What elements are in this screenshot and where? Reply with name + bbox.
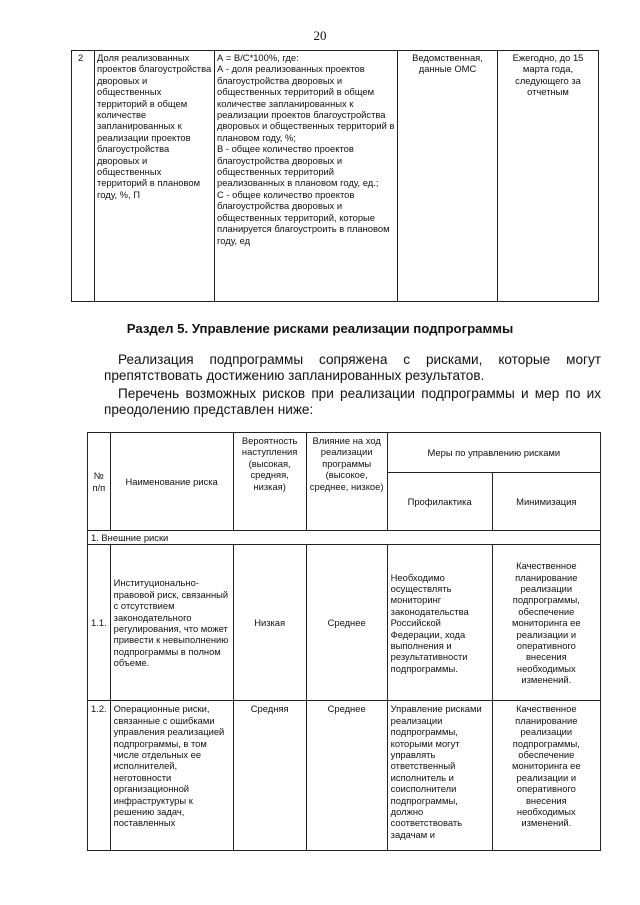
formula-a: А - доля реализованных проектов благоустройства дворовых и общественных территорий в общем количестве запланированных к реализации проектов благоустройства дворовых и общественных территорий в плановом году, %;: [217, 63, 395, 143]
group-row: [88, 531, 601, 545]
indicator-name: Доля реализованных проектов благоустройства дворовых и общественных территорий в общем количестве запланированных к реализации проектов благоустройства дворовых и общественных территорий в плановом году, %, П: [95, 51, 215, 302]
section-heading: Раздел 5. Управление рисками реализации подпрограммы: [126, 321, 514, 336]
risk-num: 1.2.: [88, 701, 111, 851]
page-number: 20: [313, 28, 327, 43]
risk-minimization: Качественное планирование реализации подпрограммы, обеспечение мониторинга ее реализации и оперативного внесения необходимых изменений.: [492, 545, 600, 701]
indicator-table: [71, 50, 599, 302]
risk-name: Институционально-правовой риск, связанный с отсутствием законодательного регулирования, что может привести к невыполнению подпрограммы в полном объеме.: [110, 545, 233, 701]
risk-prevention: Необходимо осуществлять мониторинг законодательства Российской Федерации, хода выполнения и результативности подпрограммы.: [387, 545, 492, 701]
risk-num: 1.1.: [88, 545, 111, 701]
header-measures: Меры по управлению рисками: [387, 433, 600, 473]
formula-line: А = В/С*100%, где:: [217, 52, 299, 63]
risk-name: Операционные риски, связанные с ошибками управления реализацией подпрограммы, в том числе отдельных ее исполнителей, неготовности организационной инфраструктуры к решению задач, поставленных: [110, 701, 233, 851]
header-risk-name: Наименование риска: [110, 433, 233, 531]
table-row: [72, 51, 599, 302]
reporting-period: Ежегодно, до 15 марта года, следующего за отчетным: [498, 51, 599, 302]
risk-influence: Среднее: [306, 545, 387, 701]
paragraph-intro: Реализация подпрограммы сопряжена с рисками, которые могут препятствовать достижению запланированных результатов.: [104, 352, 601, 383]
group-label: 1. Внешние риски: [88, 531, 601, 545]
risk-table: [87, 432, 601, 851]
risk-prevention: Управление рисками реализации подпрограммы, которыми могут управлять ответственный исполнитель и соисполнители подпрограммы, должно соответствовать задачам и: [387, 701, 492, 851]
table-row: [88, 545, 601, 701]
table-header-row: [88, 433, 601, 473]
row-number: 2: [72, 51, 95, 302]
header-influence: Влияние на ход реализации программы (высокое, среднее, низкое): [306, 433, 387, 531]
risk-minimization: Качественное планирование реализации подпрограммы, обеспечение мониторинга ее реализации и оперативного внесения необходимых изменений.: [492, 701, 600, 851]
risk-probability: Низкая: [233, 545, 306, 701]
formula-c: С - общее количество проектов благоустройства дворовых и общественных территорий, которые планируется благоустроить в плановом году, ед: [217, 188, 390, 246]
paragraph-list-intro: Перечень возможных рисков при реализации подпрограммы и мер по их преодолению представлен ниже:: [104, 386, 601, 417]
risk-influence: Среднее: [306, 701, 387, 851]
header-num: № п/п: [88, 433, 111, 531]
data-source: Ведомственная, данные ОМС: [398, 51, 498, 302]
header-probability: Вероятность наступления (высокая, средняя, низкая): [233, 433, 306, 531]
indicator-formula: [215, 51, 398, 302]
risk-probability: Средняя: [233, 701, 306, 851]
table-row: [88, 701, 601, 851]
header-prevention: Профилактика: [387, 473, 492, 531]
header-minimization: Минимизация: [492, 473, 600, 531]
formula-b: В - общее количество проектов благоустройства дворовых и общественных территорий реализованных в плановом году, ед.;: [217, 143, 379, 189]
